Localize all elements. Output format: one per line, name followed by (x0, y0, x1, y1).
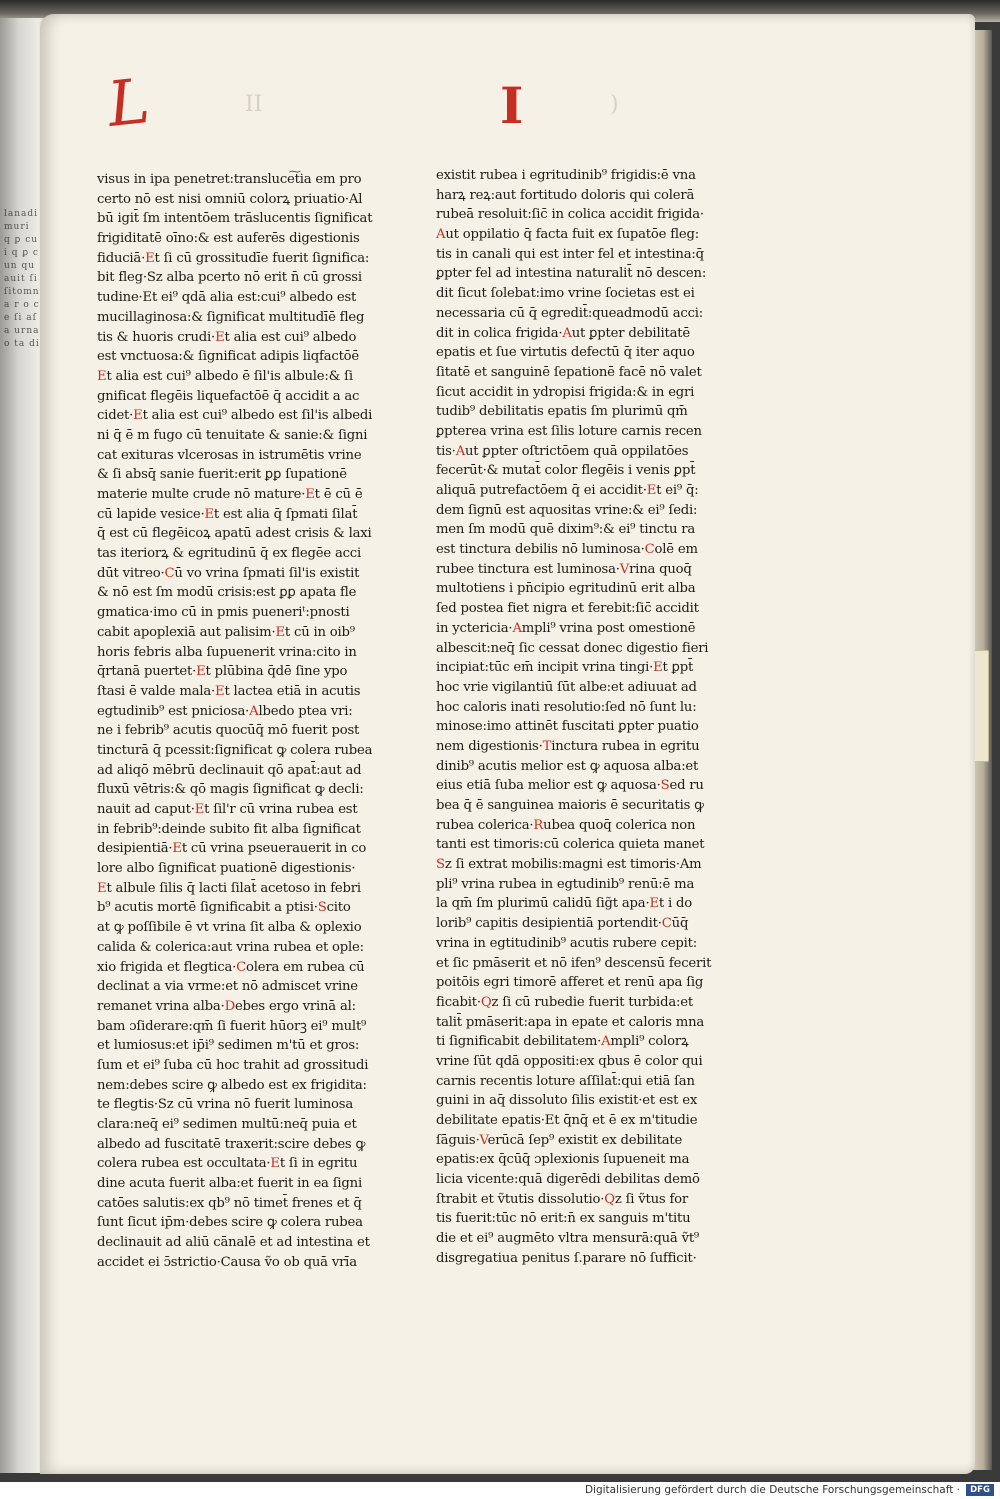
text-line: rubeā resoluit:ſic̄ in colica accidit frigida· (436, 207, 704, 223)
text-line: catōes salutis:ex qb⁹ nō timet̄ frenes et q̄ (97, 1195, 362, 1211)
text-line (436, 619, 741, 639)
text-line: hoc vrie vigilantiū ſūt albe:et adiuuat ad (436, 679, 697, 695)
text-line: mucillaginosa:& ſignificat multitudīē fleg (97, 309, 365, 325)
text-line (97, 898, 397, 918)
text-line: albedo ad fuscitatē traxerit:scire debes ꝙ (97, 1136, 366, 1152)
text-segment: nem digestionis·Tinctura rubea in egritu (436, 738, 700, 754)
text-line (97, 623, 397, 643)
text-line: bea q̄ ē sanguinea maioris ē securitatis ꝙ (436, 798, 704, 813)
text-line (97, 958, 397, 978)
rubricated-initial: E (133, 408, 143, 424)
text-line: fluxū vētris:& qō magis ſignificat ꝙ decli: (97, 782, 364, 798)
rubricated-initial: A (436, 227, 446, 243)
text-line: fecerūt·& mutat̄ color flegēis i venis ꝑpt̄ (436, 463, 696, 479)
text-segment: in yctericia·Ampli⁹ vrina post omestionē (436, 620, 696, 636)
rubricated-initial: E (145, 250, 155, 266)
text-line: harꝝ reꝝ:aut fortitudo doloris qui colerā (436, 187, 695, 203)
rubricated-initial: A (249, 703, 259, 719)
text-segment: eius etiā ſuba melior est ꝙ aquosa·Sed ru (436, 778, 704, 794)
text-line: frigiditatē oīno:& est auferēs digestionis (97, 231, 360, 247)
text-line: in febrib⁹:deinde subito fit alba ſignificat (97, 821, 361, 837)
text-line (97, 564, 397, 584)
text-line (436, 560, 741, 580)
text-line: horis febris alba ſupuenerit vrina:cito in (97, 644, 357, 660)
text-line (97, 505, 397, 525)
rubricated-initial: A (562, 325, 572, 341)
text-line: vrina in egtitudinib⁹ acutis rubere cepit: (436, 935, 698, 951)
rubricated-initial: Q (480, 994, 492, 1010)
rubricated-initial: E (649, 896, 659, 912)
text-line (436, 855, 741, 875)
text-line: tincturā q̄ pcessit:ſignificat ꝙ colera rubea (97, 742, 373, 758)
text-line: visus in ipa penetret:transluce͠tia em pro (97, 172, 362, 187)
rubricated-initial: S (660, 778, 670, 794)
text-line: lore albo ſignificat puationē digestionis· (97, 861, 356, 877)
text-line (97, 367, 397, 387)
rubricated-initial: Q (604, 1191, 615, 1207)
text-line: minose:imo attinēt fuscitati ꝑpter puatio (436, 719, 699, 735)
text-segment: aliquā putrefactōem q̄ ei accidit·Et ei⁹ q̄: (436, 483, 699, 498)
text-segment: colera rubea est occultata·Et ſi in egritu (97, 1156, 358, 1172)
left-page-bleed-text: lanadi muri q ꝑ cui q ꝑ cun quauit ſi ſitomna r o c e ſi aſa urna o ta di (4, 209, 40, 349)
text-line: ni q̄ ē m fugo cū tenuitate & sanie:& ſigni (97, 427, 368, 443)
rubricated-initial: D (224, 998, 235, 1014)
rubricated-initial: E (270, 1156, 280, 1172)
text-line: ſed postea fiet nigra et ferebit:ſic̄ accidit (436, 601, 699, 617)
text-line (97, 406, 397, 426)
text-segment: xio frigida et flegtica·Colera em rubea cū (97, 959, 365, 975)
ghost-header-right: ) (610, 92, 619, 117)
text-line: tudib⁹ debilitatis epatis ſm plurimū qm̄ (436, 404, 688, 420)
text-line (97, 702, 397, 722)
text-line: tis in canali qui est inter fel et intestina:q̄ (436, 246, 704, 262)
text-line: cat exituras vlcerosas in istrumētis vrine (97, 447, 362, 463)
text-line: certo nō est nisi omniū colorꝝ priuatio·Al (97, 191, 363, 207)
text-line: disgregatiua penitus ſ.parare nō ſufficit· (436, 1250, 697, 1266)
text-segment: b⁹ acutis mortē ſignificabit a ptisi·Scito (97, 900, 351, 916)
rubricated-initial: T (542, 738, 552, 754)
rubricated-initial: E (215, 683, 225, 699)
text-line (436, 816, 741, 836)
text-segment: cabit apoplexiā aut palisim·Et cū in oib⁹ (97, 624, 355, 640)
text-segment: q̄rtanā puertet·Et plūbina q̄dē ſine ypo (97, 664, 348, 680)
dfg-logo: DFG (966, 1484, 994, 1496)
text-segment: nauit ad caput·Et ſil'r cū vrina rubea est (97, 802, 358, 817)
text-line: epatis et ſue virtutis defectū q̄ iter aquo (436, 345, 695, 361)
text-segment: dit in colica frigida·Aut ꝑpter debilitatē (436, 325, 690, 341)
rubricated-initial: C (644, 542, 655, 558)
text-segment: Et alia est cui⁹ albedo ē ſil'is albule:& ſi (97, 368, 353, 384)
text-line (436, 442, 741, 462)
text-line: guini in aq̄ dissoluto ſilis existit·et est ex (436, 1093, 698, 1109)
text-segment: rubea colerica·Rubea quoq̄ colerica non (436, 817, 696, 833)
text-line: dinib⁹ acutis melior est ꝙ aquosa alba:et (436, 758, 699, 774)
text-line: necessaria cū q̄ egredit̄:queadmodū acci: (436, 305, 704, 321)
text-line: et ſic pmāserit et nō ifen⁹ descensū fecerit (436, 955, 712, 971)
text-line: talit̄ pmāserit:apa in epate et caloris mna (436, 1014, 705, 1030)
text-line: licia vicente:quā digerēdi debilitas demō (436, 1172, 700, 1188)
text-segment: ſtrabit et ṽtutis dissolutio·Qz ſi ṽtus for (436, 1191, 689, 1207)
text-line: & ſi absq̄ sanie fuerit:erit ꝑꝑ ſupationē (97, 467, 347, 483)
text-line: dine acuta fuerit alba:et fuerit in ea ſigni (97, 1176, 362, 1192)
text-segment: tis & huoris crudi·Et alia est cui⁹ albedo (97, 329, 357, 345)
text-line: calida & colerica:aut vrina rubea et ople: (97, 939, 364, 955)
rubricated-initial: A (601, 1034, 611, 1050)
text-line (97, 997, 397, 1017)
text-segment: fiduciā·Et ſi cū grossitudīe fuerit ſignifica: (97, 250, 370, 266)
text-line: epatis:ex q̄cūq̄ ɔplexionis ſupueneit ma (436, 1152, 690, 1168)
text-segment: est tinctura debilis nō luminosa·Colē em (436, 542, 698, 558)
text-line: tis fuerit:tūc nō erit:n̄ ex sanguis m'titu (436, 1211, 691, 1227)
text-line (97, 682, 397, 702)
text-line (97, 839, 397, 859)
text-line: et lumiosus:et ip̄i⁹ sedimen m'tū et gros: (97, 1038, 360, 1054)
rubricated-initial: A (455, 443, 466, 459)
red-folio-mark-right: I (500, 76, 524, 135)
text-line: bū igit̄ ſm intentōem trāslucentis ſignificat (97, 211, 373, 227)
rubricated-initial: S (436, 857, 445, 873)
ghost-header-left: II (245, 92, 263, 117)
rubricated-initial: C (661, 916, 672, 932)
text-line (97, 662, 397, 682)
text-line (436, 658, 741, 678)
text-line: q̄ est cū flegēicoꝝ apatū adest crisis & laxi (97, 526, 372, 542)
text-line (436, 1032, 741, 1052)
text-line: dem ſignū est aquositas vrine:& ei⁹ ſedi: (436, 502, 698, 518)
text-line: te flegtis·Sz cū vrina nō fuerit luminosa (97, 1097, 353, 1113)
text-line: tanti est timoris:cū colerica quieta manet (436, 837, 705, 853)
text-line (97, 800, 397, 820)
text-column-right (436, 166, 741, 1269)
text-line (436, 993, 741, 1013)
text-line: at ꝙ poſſibile ē vt vrina ſit alba & oplexio (97, 920, 362, 936)
text-segment: incipiat:tūc em̄ incipit vrina tingi·Et ꝑpt̄ (436, 660, 694, 676)
text-line (97, 328, 397, 348)
text-line: ꝑpter fel ad intestina naturalit̄ nō descen: (436, 266, 707, 282)
text-line: ſitatē et sanguinē ſepationē facē nō valet (436, 364, 702, 380)
text-line: clara:neq̄ ei⁹ sedimen multū:neq̄ puia et (97, 1117, 357, 1132)
text-line: ne i febrib⁹ acutis quocūq̄ mō fuerit post (97, 723, 360, 739)
text-line: existit rubea i egritudinib⁹ frigidis:ē vna (436, 168, 696, 183)
text-segment: ſtasi ē valde mala·Et lactea etiā in acutis (97, 683, 361, 699)
text-segment: remanet vrina alba·Debes ergo vrinā al: (97, 998, 356, 1014)
rubricated-initial: V (479, 1132, 488, 1148)
text-line: accidet ei ɔ̄strictio·Causa ṽo ob quā vrīa (97, 1254, 357, 1270)
text-line (436, 324, 741, 344)
text-segment: ficabit·Qz ſi cū rubedie fuerit turbida:et (436, 994, 693, 1010)
red-folio-mark-left: L (104, 64, 153, 141)
rubricated-initial: V (619, 561, 630, 577)
rubricated-initial: E (215, 329, 225, 345)
text-line: pli⁹ vrina rubea in egtudinib⁹ renū:ē ma (436, 876, 695, 892)
text-line (436, 481, 741, 501)
text-segment: ſāguis·Verūcā ſep⁹ existit ex debilitate (436, 1132, 683, 1148)
text-line: bam ɔſiderare:qm̄ ſi fuerit hūorꝫ ei⁹ mult⁹ (97, 1018, 367, 1034)
text-line: nem:debes scire ꝙ albedo est ex frigidita: (97, 1077, 367, 1093)
rubricated-initial: E (275, 624, 285, 640)
text-line (436, 894, 741, 914)
text-line: gmatica·imo cū in pmis pueneriᵗ:pnosti (97, 605, 350, 621)
text-line: ſunt ſicut ip̄m·debes scire ꝙ colera rubea (97, 1215, 363, 1231)
text-segment: lorib⁹ capitis desipientiā portendit·Cūq̄ (436, 916, 689, 932)
rubricated-initial: S (317, 900, 327, 916)
text-segment: tis·Aut ꝑpter oſtrictōem quā oppilatōes (436, 443, 689, 459)
bookmark-tab (973, 650, 989, 762)
text-line: carnis recentis loture aſſilat̄:qui etiā ſan (436, 1073, 695, 1089)
text-line (97, 1154, 397, 1174)
text-segment: Et albule ſilis q̄ lacti ſilat̄ acetoso in febri (97, 880, 361, 896)
text-line: ad aliqō mēbrū declinauit qō apat̄:aut ad (97, 762, 362, 778)
text-line: dit ſicut ſolebat:imo vrine ſocietas est ei (436, 286, 695, 302)
rubricated-initial: E (194, 802, 205, 817)
text-line: ꝑpterea vrina est ſilis loture carnis recen (436, 423, 702, 439)
text-segment: rubee tinctura est luminosa·Vrina quoq̄ (436, 561, 692, 577)
text-line: hoc caloris inati resolutio:ſed nō ſunt lu: (436, 699, 697, 715)
text-line (436, 1190, 741, 1210)
rubricated-initial: E (196, 664, 206, 680)
rubricated-initial: E (204, 506, 214, 522)
text-line: tudine·Et ei⁹ qdā alia est:cui⁹ albedo est (97, 290, 357, 306)
text-line: est vnctuosa:& ſignificat adipis liqfactōē (97, 349, 360, 365)
text-line: vrine ſūt qdā oppositi:ex qbus ē color qui (436, 1053, 703, 1069)
text-line: ſicut accidit in ydropisi frigida:& in egri (436, 384, 695, 400)
rubricated-initial: R (533, 817, 544, 833)
text-segment: ti ſignificabit debilitatem·Ampli⁹ colorꝝ (436, 1034, 689, 1050)
rubricated-initial: E (653, 660, 663, 676)
text-line: ſum et ei⁹ ſuba cū hoc trahit ad grossitudi (97, 1057, 369, 1073)
text-line (436, 1131, 741, 1151)
text-line: gnificat flegēis liquefactōē q̄ accidit a ac (97, 388, 360, 404)
rubricated-initial: E (172, 841, 182, 857)
text-line (436, 914, 741, 934)
text-line: tas iteriorꝝ & egritudinū q̄ ex flegēe acci (97, 546, 362, 562)
text-line (97, 485, 397, 505)
text-line: bit fleg·Sz alba pcerto nō erit n̄ cū grossi (97, 270, 362, 286)
text-segment: la qm̄ ſm plurimū calidū ſig̃t apa·Et i do (436, 896, 692, 912)
text-line: men ſm modū quē dixim⁹:& ei⁹ tinctu ra (436, 522, 696, 538)
text-segment: materie multe crude nō mature·Et ē cū ē (97, 487, 363, 502)
text-line: & nō est ſm modū crisis:est ꝑꝑ apata fle (97, 585, 357, 601)
text-line (436, 776, 741, 796)
text-line: poitōis egri timorē afferet et renū apa ſig (436, 975, 704, 991)
text-line (436, 737, 741, 757)
text-segment: cidet·Et alia est cui⁹ albedo est ſil'is albedi (97, 408, 373, 424)
text-segment: dūt vitreo·Cū vo vrina ſpmati ſil'is existit (97, 565, 360, 581)
text-column-left (97, 170, 397, 1273)
text-segment: Sz ſi extrat mobilis:magni est timoris·Am (436, 857, 702, 873)
text-line: die et ei⁹ augmēto vltra mensurā:quā ṽt⁹ (436, 1231, 700, 1247)
text-segment: Aut oppilatio q̄ facta fuit ex ſupatōe fleg: (436, 227, 700, 243)
rubricated-initial: E (646, 483, 657, 498)
footer-credit: Digitalisierung gefördert durch die Deutsche Forschungsgemeinschaft · (584, 1484, 960, 1496)
text-segment: egtudinib⁹ est pniciosa·Albedo ptea vri: (97, 703, 353, 719)
rubricated-initial: E (97, 880, 107, 896)
text-line: debilitate epatis·Et q̄nq̄ et ē ex m'titudie (436, 1113, 698, 1128)
text-line: albescit:neq̄ ſic cessat donec digestio fieri (436, 640, 709, 656)
text-line: declinauit ad aliū cānalē et ad intestina et (97, 1235, 370, 1251)
text-line (436, 225, 741, 245)
rubricated-initial: E (305, 487, 315, 502)
text-line (97, 879, 397, 899)
text-line (436, 540, 741, 560)
rubricated-initial: C (164, 565, 175, 581)
text-line (97, 249, 397, 269)
rubricated-initial: E (97, 368, 107, 384)
text-line: declinat a via vrme:et nō admiscet vrine (97, 979, 358, 995)
text-segment: cū lapide vesice·Et est alia q̄ ſpmati ſilat̄ (97, 506, 358, 522)
rubricated-initial: A (512, 620, 522, 636)
rubricated-initial: C (236, 959, 247, 975)
text-line: multotiens i pn̄cipio egritudinū erit alba (436, 581, 696, 597)
text-segment: desipientiā·Et cū vrina pseuerauerit in co (97, 841, 367, 857)
